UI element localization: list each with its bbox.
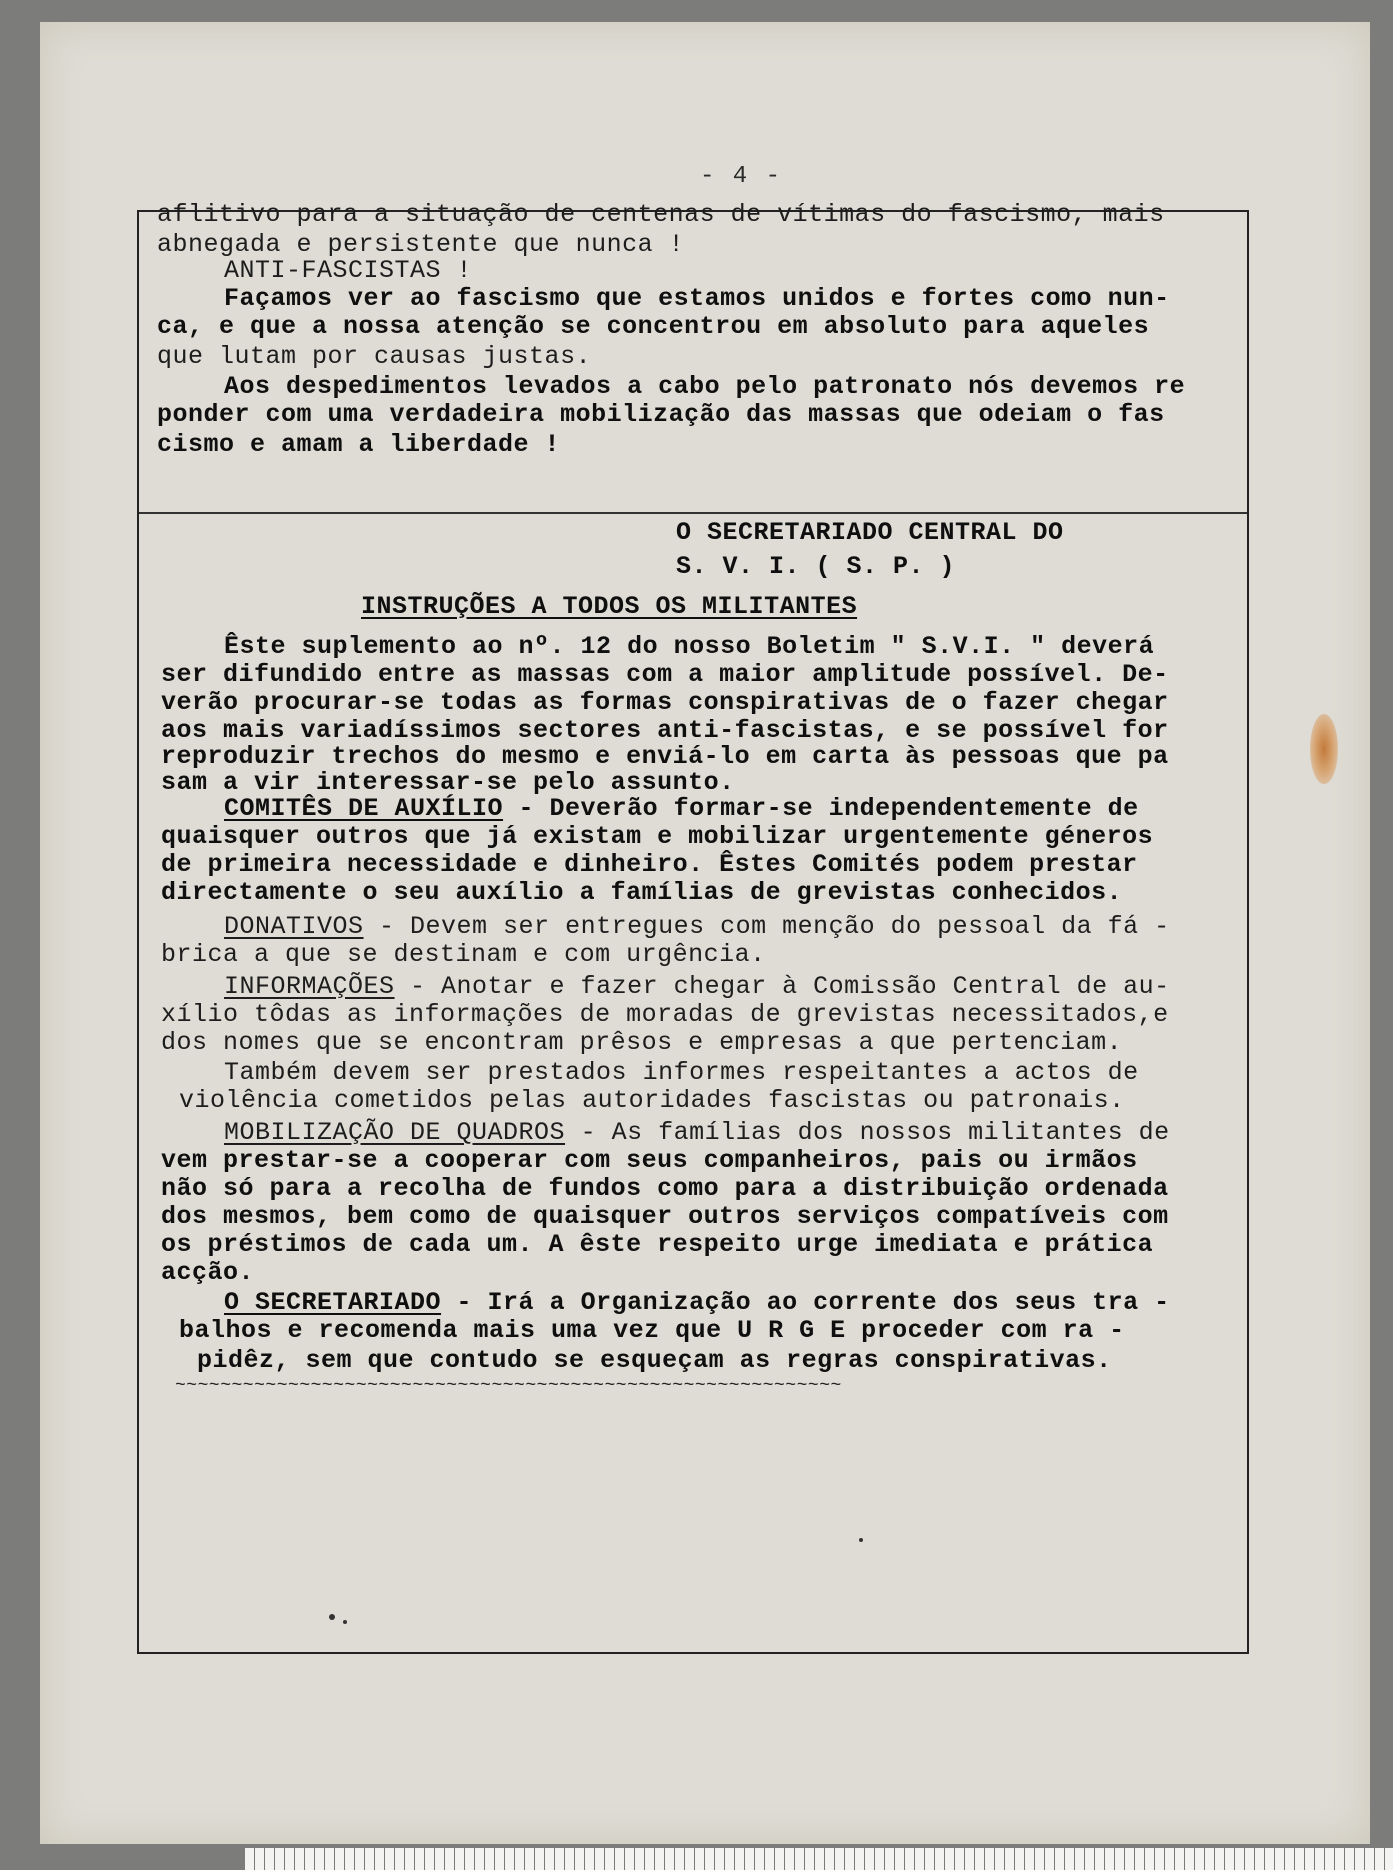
appeal-box xyxy=(139,200,1247,514)
comites-line: de primeira necessidade e dinheiro. Êstes Comités podem prestar xyxy=(161,850,1138,879)
mobilizacao-line: vem prestar-se a cooperar com seus companheiros, pais ou irmãos xyxy=(161,1146,1138,1175)
appeal-heading: ANTI-FASCISTAS ! xyxy=(224,256,473,285)
mobilizacao-line: não só para a recolha de fundos como para a distribuição ordenada xyxy=(161,1174,1169,1203)
secretariado-text: - Irá a Organização ao corrente dos seus tra - xyxy=(441,1288,1170,1317)
mobilizacao-label: MOBILIZAÇÃO DE QUADROS xyxy=(224,1118,566,1147)
informacoes-line: xílio tôdas as informações de moradas de grevistas necessitados,e xyxy=(161,1000,1169,1029)
informacoes-line: violência cometidos pelas autoridades fascistas ou patronais. xyxy=(179,1086,1125,1115)
tilde-divider: ~~~~~~~~~~~~~~~~~~~~~~~~~~~~~~~~~~~~~~~~~~~~~~~~~~~~~~~~~~~ xyxy=(175,1376,842,1396)
page-number: - 4 - xyxy=(700,163,783,190)
secretariado-section xyxy=(224,1288,1170,1317)
ink-dot xyxy=(329,1614,335,1620)
ink-dot xyxy=(343,1620,347,1624)
donativos-text: - Devem ser entregues com menção do pessoal da fá - xyxy=(363,912,1170,941)
informacoes-section xyxy=(224,972,1170,1001)
instruction-line: verão procurar-se todas as formas conspirativas de o fazer chegar xyxy=(161,688,1169,717)
ink-dot xyxy=(859,1538,863,1542)
instructions-heading: INSTRUÇÕES A TODOS OS MILITANTES xyxy=(361,592,858,621)
donativos-label: DONATIVOS xyxy=(224,912,364,941)
comites-line: quaisquer outros que já existam e mobilizar urgentemente géneros xyxy=(161,822,1154,851)
donativos-section xyxy=(224,912,1170,941)
mobilizacao-line: dos mesmos, bem como de quaisquer outros serviços compatíveis com xyxy=(161,1202,1169,1231)
instruction-line: sam a vir interessar-se pelo assunto. xyxy=(161,768,735,797)
appeal-line: cismo e amam a liberdade ! xyxy=(157,430,561,459)
comites-line: directamente o seu auxílio a famílias de grevistas conhecidos. xyxy=(161,878,1123,907)
comites-label: COMITÊS DE AUXÍLIO xyxy=(224,794,504,823)
typed-text-frame xyxy=(137,200,1249,1654)
instruction-line: aos mais variadíssimos sectores anti-fascistas, e se possível for xyxy=(161,716,1169,745)
scale-ruler xyxy=(245,1848,1393,1870)
signature-line: O SECRETARIADO CENTRAL DO xyxy=(676,518,1064,547)
informacoes-label: INFORMAÇÕES xyxy=(224,972,395,1001)
appeal-line: que lutam por causas justas. xyxy=(157,342,592,371)
appeal-line: ponder com uma verdadeira mobilização das massas que odeiam o fas xyxy=(157,400,1165,429)
comites-text: - Deverão formar-se independentemente de xyxy=(503,794,1139,823)
secretariado-label: O SECRETARIADO xyxy=(224,1288,442,1317)
informacoes-line: dos nomes que se encontram prêsos e empresas a que pertenciam. xyxy=(161,1028,1123,1057)
instruction-line: ser difundido entre as massas com a maior amplitude possível. De- xyxy=(161,660,1169,689)
instruction-line: reproduzir trechos do mesmo e enviá-lo em carta às pessoas que pa xyxy=(161,742,1169,771)
secretariado-line: balhos e recomenda mais uma vez que U R G E proceder com ra - xyxy=(179,1316,1125,1345)
appeal-line: Aos despedimentos levados a cabo pelo patronato nós devemos re xyxy=(224,372,1186,401)
mobilizacao-line: acção. xyxy=(161,1258,255,1287)
informacoes-text: - Anotar e fazer chegar à Comissão Central de au- xyxy=(394,972,1170,1001)
secretariado-line: pidêz, sem que contudo se esqueçam as regras conspirativas. xyxy=(197,1346,1112,1375)
signature-line: S. V. I. ( S. P. ) xyxy=(676,552,956,581)
appeal-line: Façamos ver ao fascismo que estamos unidos e fortes como nun- xyxy=(224,284,1170,313)
mobilizacao-text: - As famílias dos nossos militantes de xyxy=(565,1118,1170,1147)
comites-section xyxy=(224,794,1139,823)
mobilizacao-line: os préstimos de cada um. A êste respeito urge imediata e prática xyxy=(161,1230,1154,1259)
appeal-line: aflitivo para a situação de centenas de vítimas do fascismo, mais xyxy=(157,200,1165,229)
appeal-line: ca, e que a nossa atenção se concentrou em absoluto para aqueles xyxy=(157,312,1150,341)
mobilizacao-section xyxy=(224,1118,1170,1147)
informacoes-line: Também devem ser prestados informes respeitantes a actos de xyxy=(224,1058,1139,1087)
appeal-line: abnegada e persistente que nunca ! xyxy=(157,230,685,259)
instruction-line: Êste suplemento ao nº. 12 do nosso Boletim " S.V.I. " deverá xyxy=(224,632,1155,661)
rust-stain xyxy=(1310,714,1338,784)
donativos-line: brica a que se destinam e com urgência. xyxy=(161,940,766,969)
